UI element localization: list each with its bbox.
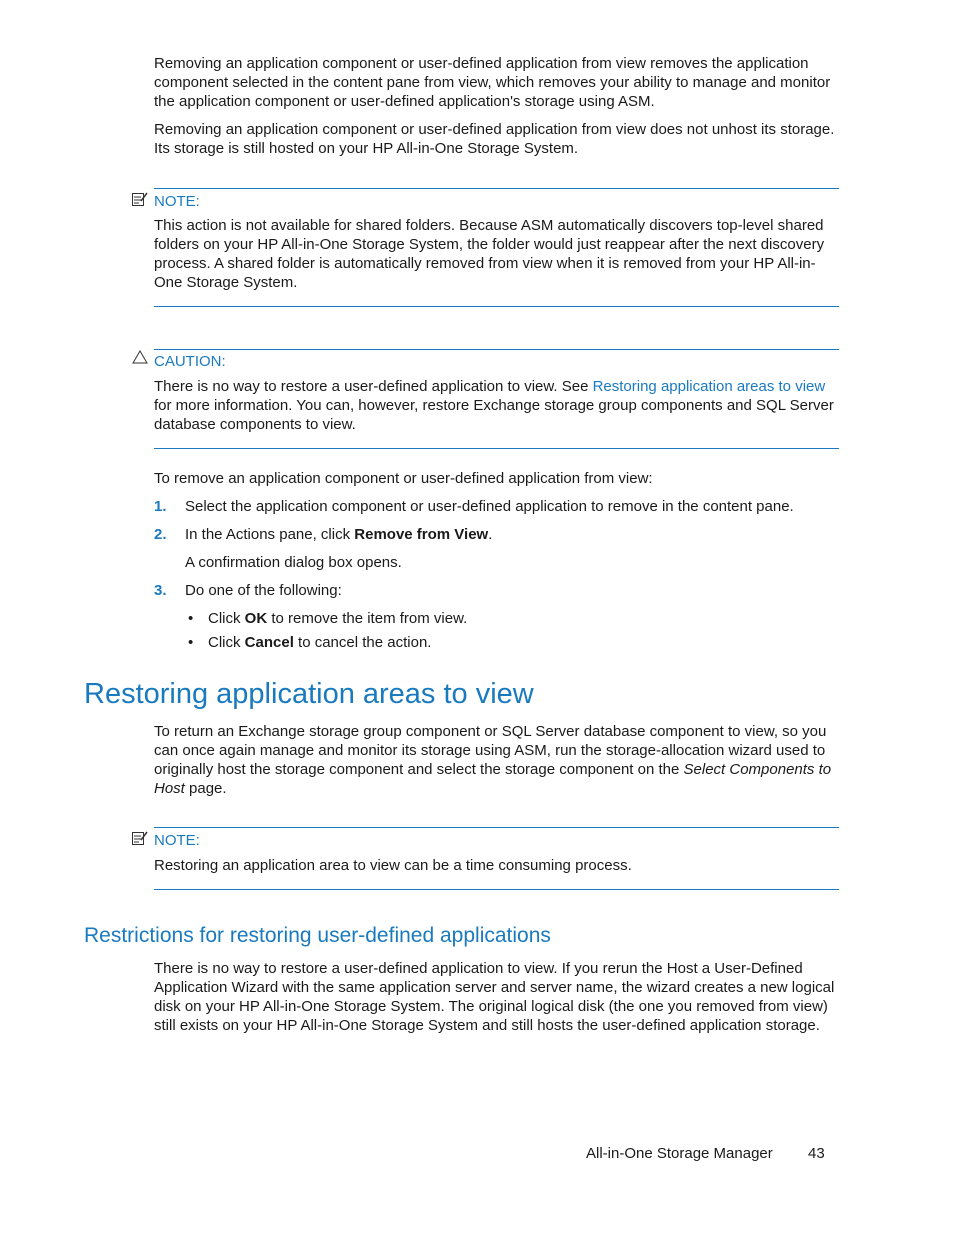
- intro-paragraph-2: Removing an application component or user-defined application from view does not unhost its storage. Its storage is still hosted on your HP All-in-One Storage System.: [154, 121, 835, 157]
- bullet-2-text: [208, 633, 431, 652]
- caution-triangle-icon: [132, 349, 148, 370]
- bullet-2-post: to cancel the action.: [293, 634, 432, 651]
- subsection-title: Restrictions for restoring user-defined applications: [84, 924, 551, 947]
- caution-text-before: There is no way to restore a user-defined application to view. See: [154, 378, 593, 395]
- intro-paragraph-1: Removing an application component or user-defined application from view removes the application component selected in the content pane from view, which removes your ability to manage and monitor the application component or user-defined application's storage using ASM.: [154, 55, 831, 110]
- caution-text: [154, 377, 840, 434]
- caution-top-rule: [154, 349, 839, 350]
- bullet-2-pre: Click: [208, 634, 245, 651]
- note2-label: NOTE:: [154, 832, 200, 849]
- restoring-areas-link[interactable]: Restoring application areas to view: [592, 378, 826, 395]
- footer-title: All-in-One Storage Manager: [586, 1145, 773, 1162]
- section-paragraph: [154, 722, 840, 798]
- step-3-number: 3.: [154, 582, 167, 599]
- caution-bottom-rule: [154, 448, 839, 449]
- caution-label: CAUTION:: [154, 353, 226, 370]
- procedure-intro: To remove an application component or user-defined application from view:: [154, 470, 653, 487]
- note-icon: [132, 831, 148, 850]
- step-1-number: 1.: [154, 498, 167, 515]
- section-title: Restoring application areas to view: [84, 678, 534, 710]
- note-label: NOTE:: [154, 193, 200, 210]
- caution-text-after: for more information. You can, however, restore Exchange storage group components and SQL Server database components to view.: [154, 397, 834, 433]
- note2-text: Restoring an application area to view can be a time consuming process.: [154, 857, 632, 874]
- note2-top-rule: [154, 827, 839, 828]
- remove-from-view-command: Remove from View: [354, 526, 489, 543]
- note-bottom-rule: [154, 306, 839, 307]
- bullet-1-post: to remove the item from view.: [267, 610, 468, 627]
- note-text: This action is not available for shared folders. Because ASM automatically discovers top-level shared folders on your HP All-in-One Storage System, the folder would just reappear after the next discovery process. A shared folder is automatically removed from view when it is removed from your HP All-in-One Storage System.: [154, 217, 825, 291]
- step-2-post: .: [488, 526, 493, 543]
- bullet-2-marker: •: [188, 634, 194, 651]
- step-2-text: [185, 525, 835, 544]
- note-icon: [132, 192, 148, 211]
- note2-bottom-rule: [154, 889, 839, 890]
- bullet-1-pre: Click: [208, 610, 245, 627]
- select-components-page-name: Select Components to Host: [154, 761, 832, 797]
- bullet-1-marker: •: [188, 610, 194, 627]
- step-2-result: A confirmation dialog box opens.: [185, 554, 402, 571]
- section-paragraph-after: page.: [184, 780, 227, 797]
- step-1-text: Select the application component or user-defined application to remove in the content pane.: [185, 498, 794, 515]
- step-2-pre: In the Actions pane, click: [185, 526, 355, 543]
- ok-command: OK: [244, 610, 268, 627]
- section-paragraph-before: To return an Exchange storage group component or SQL Server database component to view, so you can once again manage and monitor its storage using ASM, run the storage-allocation wizard used to originally host the storage component and select the storage component on the: [154, 723, 827, 778]
- page-number: 43: [808, 1145, 825, 1162]
- bullet-1-text: [208, 609, 467, 628]
- step-2-number: 2.: [154, 526, 167, 543]
- cancel-command: Cancel: [244, 634, 294, 651]
- note-top-rule: [154, 188, 839, 189]
- subsection-paragraph: There is no way to restore a user-defined application to view. If you rerun the Host a User-Defined Application Wizard with the same application server and server name, the wizard creates a new logical disk on your HP All-in-One Storage System. The original logical disk (the one you removed from view) still exists on your HP All-in-One Storage System and still hosts the user-defined application storage.: [154, 960, 835, 1034]
- step-3-text: Do one of the following:: [185, 582, 342, 599]
